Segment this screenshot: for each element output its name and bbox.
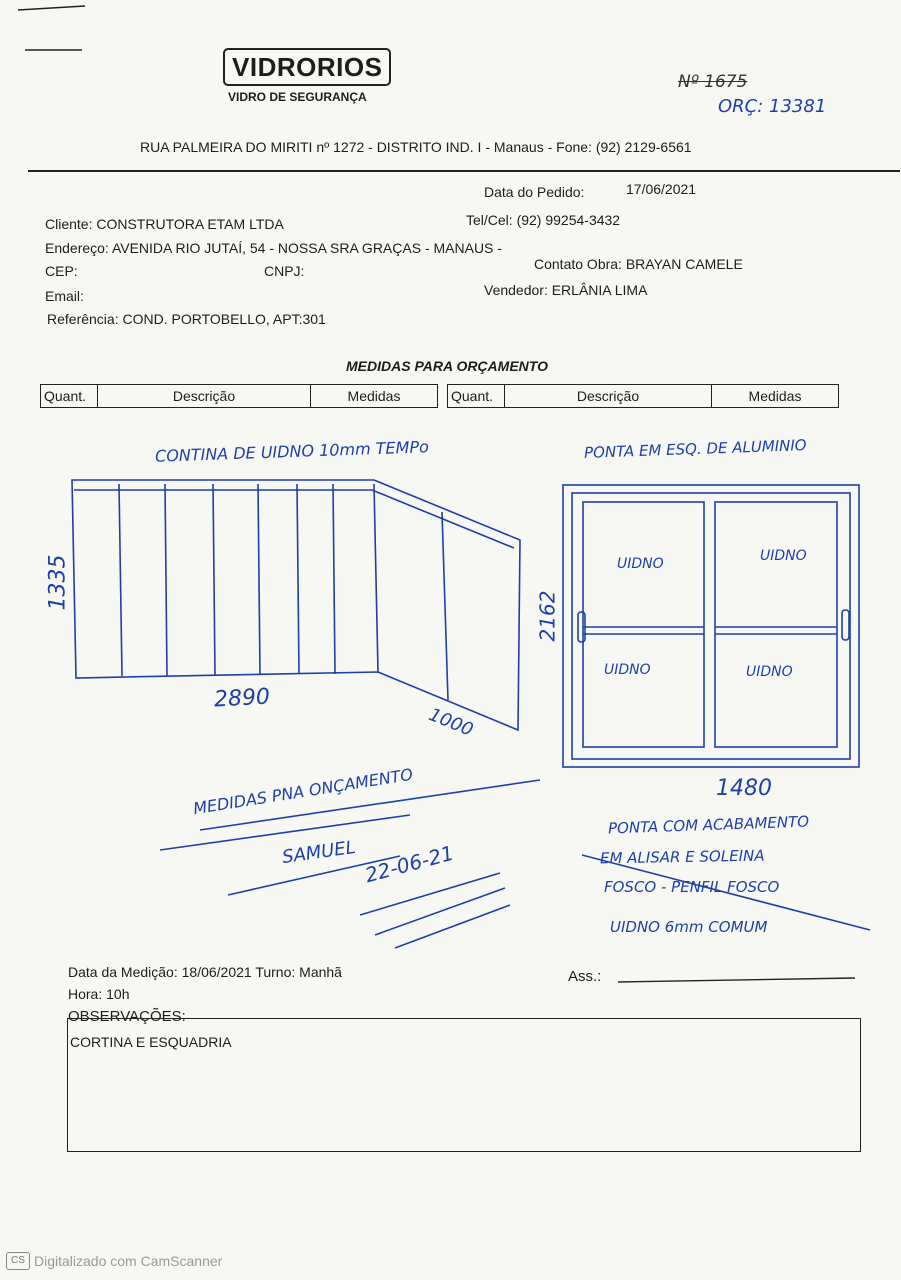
measures-title: MEDIDAS PARA ORÇAMENTO [346,358,548,374]
dim-height-left: 1335 [45,554,71,611]
order-date-value: 17/06/2021 [626,181,697,197]
observations-label: OBSERVAÇÕES: [68,1008,186,1025]
note-measures: MEDIDAS PNA ONÇAMENTO [191,764,415,819]
curtain-sketch [72,480,540,948]
measures-header-table [40,384,839,408]
header-rule [28,170,900,172]
note-line-3: FOSCO - PENFIL FOSCO [604,878,780,896]
order-date-label: Data do Pedido: [484,184,585,200]
glass-label-br: UIDNO [746,664,793,680]
glass-label-bl: UIDNO [604,662,651,678]
door-title: PONTA EM ESQ. DE ALUMINIO [583,436,807,462]
dim-width-right: 1480 [716,776,772,801]
address-line: RUA PALMEIRA DO MIRITI nº 1272 - DISTRITO IND. I - Manaus - Fone: (92) 2129-6561 [140,139,692,155]
measurement-date: Data da Medição: 18/06/2021 Turno: Manhã [68,964,342,980]
col-desc-2: Descrição [505,385,712,408]
signature-label: Ass.: [568,968,602,985]
cnpj-field: CNPJ: [264,263,305,279]
col-desc-1: Descrição [98,385,311,408]
note-line-1: PONTA COM ACABAMENTO [607,812,810,838]
dim-width-left: 2890 [213,684,271,713]
cep-field: CEP: [45,263,78,279]
col-meas-2: Medidas [712,385,839,408]
contact-field: Contato Obra: BRAYAN CAMELE [534,256,743,272]
glass-label-tr: UIDNO [760,548,807,564]
note-date: 22-06-21 [362,840,457,888]
col-quant-2: Quant. [448,385,505,408]
observations-text: CORTINA E ESQUADRIA [70,1034,232,1050]
glass-label-tl: UIDNO [617,556,664,572]
camscanner-watermark: Digitalizado com CamScanner [34,1253,223,1269]
address-field: Endereço: AVENIDA RIO JUTAÍ, 54 - NOSSA SRA GRAÇAS - MANAUS - [45,240,502,256]
camscanner-icon: CS [6,1252,30,1270]
company-logo: VIDRORIOS [232,52,383,82]
phone-field: Tel/Cel: (92) 99254-3432 [466,212,621,228]
orc-number: ORÇ: 13381 [718,96,827,117]
col-quant-1: Quant. [41,385,98,408]
dim-side: 1000 [425,704,477,741]
dim-height-right: 2162 [535,590,560,642]
client-field: Cliente: CONSTRUTORA ETAM LTDA [45,216,284,232]
measurement-hour: Hora: 10h [68,986,130,1002]
note-line-2: EM ALISAR E SOLEINA [599,846,765,868]
curtain-title: CONTINA DE UIDNO 10mm TEMPo [154,437,430,466]
col-gap [438,385,448,408]
order-number: Nº 1675 [678,72,748,92]
email-field: Email: [45,288,84,304]
note-name: SAMUEL [280,836,357,869]
seller-field: Vendedor: ERLÂNIA LIMA [484,282,648,298]
company-tagline: VIDRO DE SEGURANÇA [228,90,367,104]
reference-field: Referência: COND. PORTOBELLO, APT:301 [47,311,326,327]
col-meas-1: Medidas [311,385,438,408]
note-line-4: UIDNO 6mm COMUM [610,918,768,936]
